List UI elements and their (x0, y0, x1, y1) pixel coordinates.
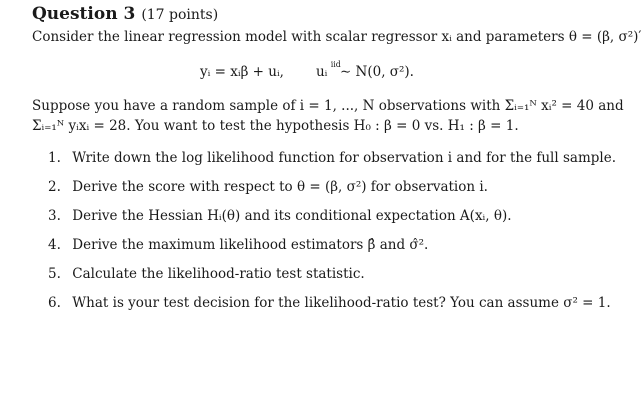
model-equation (200, 60, 414, 80)
task-number: 6. (48, 295, 61, 311)
task-number: 4. (48, 237, 61, 253)
problem-paragraph (32, 96, 624, 136)
task-item (48, 295, 616, 324)
equation-error-term: uᵢ (315, 64, 328, 80)
iid-label: iid (330, 60, 341, 69)
equation-lhs: yᵢ = xᵢβ + uᵢ, (200, 64, 284, 80)
paragraph-line: Σᵢ₌₁ᴺ yᵢxᵢ = 28. You want to test the hypothesis H₀ : β = 0 vs. H₁ : β = 1. (32, 118, 519, 134)
question-title: Question 3 (32, 4, 136, 24)
task-number: 1. (48, 150, 61, 166)
task-number: 5. (48, 266, 61, 282)
task-item (48, 179, 616, 208)
paragraph-line: Suppose you have a random sample of i = 1, ..., N observations with Σᵢ₌₁ᴺ xᵢ² = 40 and (32, 98, 624, 114)
question-points: (17 points) (141, 7, 219, 23)
task-text: Write down the log likelihood function for observation i and for the full sample. (72, 150, 616, 166)
task-text: What is your test decision for the likelihood-ratio test? You can assume σ² = 1. (72, 295, 611, 311)
task-text: Derive the Hessian Hᵢ(θ) and its conditional expectation A(xᵢ, θ). (72, 208, 512, 224)
task-number: 3. (48, 208, 61, 224)
task-item (48, 208, 616, 237)
task-text: Derive the score with respect to θ = (β, σ²) for observation i. (72, 179, 488, 195)
task-item (48, 150, 616, 179)
task-number: 2. (48, 179, 61, 195)
task-list (48, 150, 616, 324)
question-heading (32, 4, 218, 24)
task-text: Derive the maximum likelihood estimators β̂ and σ̂². (72, 237, 429, 253)
equation-distribution: ∼ N(0, σ²). (339, 64, 414, 80)
task-item (48, 237, 616, 266)
task-text: Calculate the likelihood-ratio test statistic. (72, 266, 365, 282)
task-item (48, 266, 616, 295)
intro-text: Consider the linear regression model with scalar regressor xᵢ and parameters θ = (β, σ²)′ (32, 29, 642, 45)
